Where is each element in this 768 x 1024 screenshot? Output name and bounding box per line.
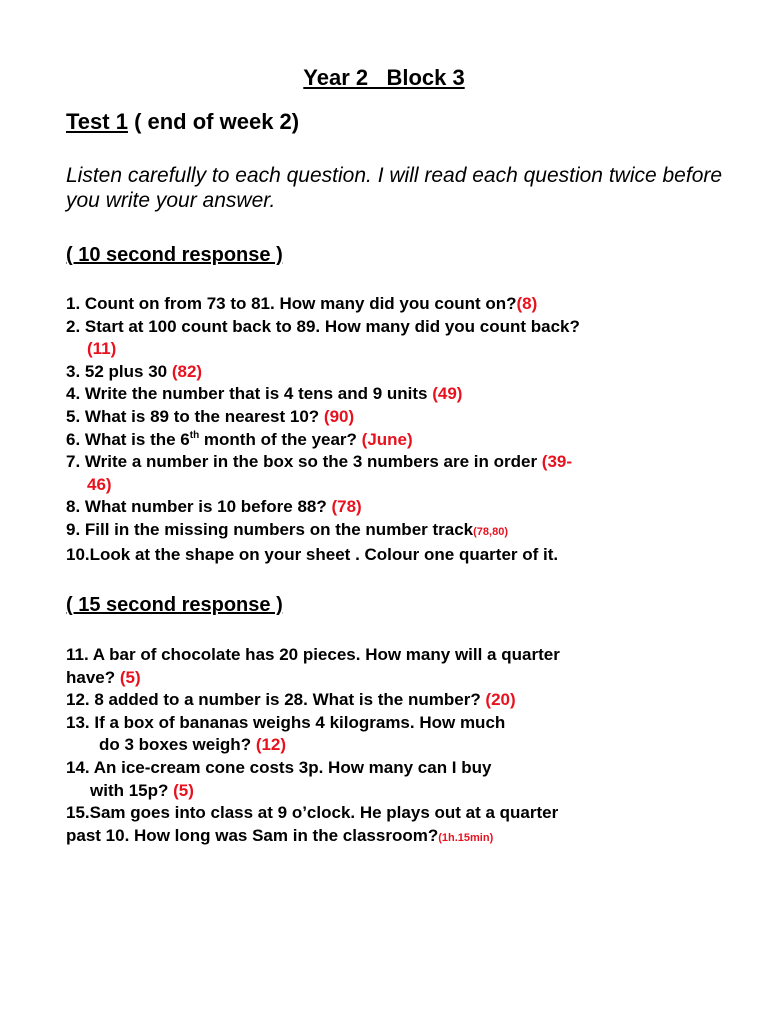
question-list-15-second bbox=[66, 644, 706, 849]
answer: (5) bbox=[173, 780, 194, 800]
question-text: 8. What number is 10 before 88? bbox=[66, 497, 332, 517]
question-text: 14. An ice-cream cone costs 3p. How many can I buy bbox=[66, 757, 492, 777]
question-8 bbox=[66, 496, 706, 519]
answer: (1h.15min) bbox=[438, 831, 494, 844]
question-3 bbox=[66, 361, 706, 384]
question-text: 1. Count on from 73 to 81. How many did you count on? bbox=[66, 294, 517, 313]
question-4 bbox=[66, 383, 706, 406]
answer: 46) bbox=[87, 474, 112, 494]
question-5 bbox=[66, 406, 706, 429]
section-heading-10-second: ( 10 second response ) bbox=[66, 244, 283, 266]
question-2 bbox=[66, 316, 706, 361]
question-text: 2. Start at 100 count back to 89. How many did you count back? bbox=[66, 316, 580, 336]
page-title: Year 2 Block 3 bbox=[303, 65, 465, 90]
ordinal-suffix: th bbox=[189, 429, 200, 441]
question-7 bbox=[66, 451, 706, 496]
answer: (82) bbox=[171, 361, 203, 381]
test-label: Test 1 bbox=[66, 109, 128, 134]
answer: (June) bbox=[361, 429, 413, 449]
answer: (20) bbox=[485, 690, 516, 710]
question-text: 9. Fill in the missing numbers on the number track bbox=[66, 519, 474, 539]
question-text: 4. Write the number that is 4 tens and 9 units bbox=[66, 384, 433, 404]
question-text: month of the year? bbox=[199, 429, 362, 449]
section-heading-15-second: ( 15 second response ) bbox=[66, 594, 283, 616]
question-text: past 10. How long was Sam in the classroom? bbox=[66, 825, 439, 845]
question-text: 12. 8 added to a number is 28. What is the number? bbox=[66, 690, 486, 710]
question-9 bbox=[66, 519, 706, 544]
question-text: 6. What is the 6 bbox=[66, 429, 190, 449]
answer: (11) bbox=[87, 339, 117, 359]
question-13 bbox=[66, 712, 706, 757]
question-text: 3. 52 plus 30 bbox=[66, 361, 172, 381]
question-14 bbox=[66, 757, 706, 802]
test-suffix: ( end of week 2) bbox=[127, 109, 300, 134]
question-15 bbox=[66, 802, 706, 849]
answer: (8) bbox=[516, 294, 538, 313]
question-text: 13. If a box of bananas weighs 4 kilograms. How much bbox=[66, 712, 506, 732]
question-text: have? bbox=[66, 667, 120, 687]
question-text: with 15p? bbox=[90, 780, 174, 800]
question-text: do 3 boxes weigh? bbox=[99, 735, 256, 755]
question-12 bbox=[66, 689, 706, 712]
answer: (90) bbox=[323, 406, 355, 426]
question-1 bbox=[66, 293, 706, 316]
test-heading bbox=[66, 108, 299, 136]
answer: (5) bbox=[119, 667, 141, 687]
answer: (12) bbox=[255, 735, 287, 755]
question-10 bbox=[66, 544, 706, 567]
answer: (78,80) bbox=[473, 525, 508, 538]
question-list-10-second bbox=[66, 293, 706, 566]
instructions: Listen carefully to each question. I will read each question twice before you write your answer. bbox=[66, 164, 723, 212]
answer: (78) bbox=[331, 497, 362, 517]
question-11 bbox=[66, 644, 706, 689]
question-6 bbox=[66, 429, 706, 452]
question-text: 7. Write a number in the box so the 3 numbers are in order bbox=[66, 452, 542, 472]
question-text: 10.Look at the shape on your sheet . Colour one quarter of it. bbox=[66, 544, 559, 564]
question-text: 11. A bar of chocolate has 20 pieces. How many will a quarter bbox=[66, 645, 560, 664]
answer: (49) bbox=[432, 384, 463, 404]
question-text: 15.Sam goes into class at 9 o’clock. He plays out at a quarter bbox=[66, 803, 559, 823]
answer: (39- bbox=[541, 452, 573, 472]
question-text: 5. What is 89 to the nearest 10? bbox=[66, 406, 324, 426]
